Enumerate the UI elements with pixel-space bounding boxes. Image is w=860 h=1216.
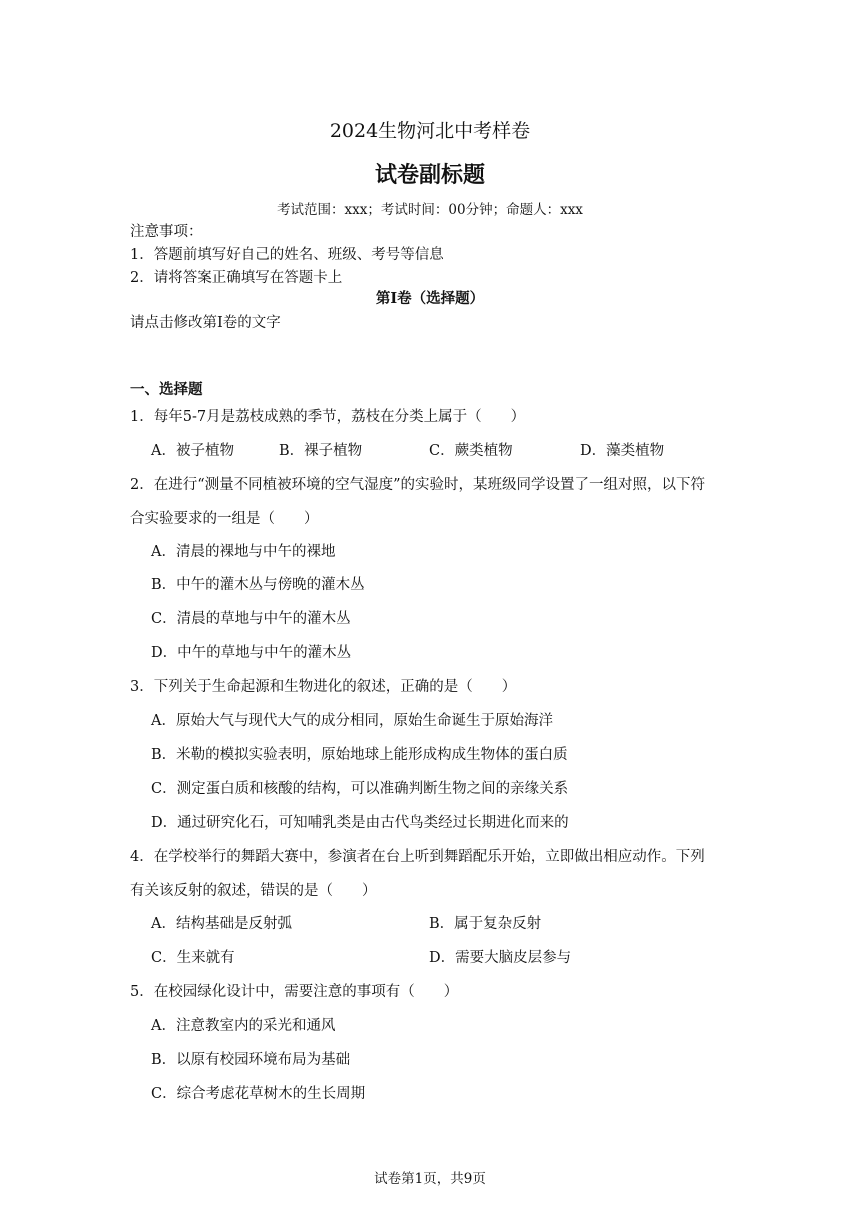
- question-3-stem: 3．下列关于生命起源和生物进化的叙述，正确的是（ ）: [130, 679, 517, 695]
- question-2-stem: 2．在进行“测量不同植被环境的空气湿度”的实验时，某班级同学设置了一组对照，以下符: [130, 477, 706, 493]
- exam-subtitle: 试卷副标题: [374, 163, 485, 188]
- question-3-option-c: C．测定蛋白质和核酸的结构，可以准确判断生物之间的亲缘关系: [151, 781, 569, 797]
- question-4-option-c: C．生来就有: [151, 950, 235, 966]
- note-item: 2．请将答案正确填写在答题卡上: [130, 270, 343, 286]
- notes-label: 注意事项：: [130, 224, 203, 240]
- page-footer: 试卷第1页，共9页: [374, 1171, 486, 1187]
- question-2-stem-cont: 合实验要求的一组是（ ）: [130, 511, 319, 527]
- exam-info: 考试范围：xxx；考试时间：00分钟；命题人：xxx: [277, 202, 583, 218]
- part1-title: 第I卷（选择题）: [375, 290, 485, 307]
- question-1-option-a: A．被子植物: [151, 443, 234, 459]
- question-3-option-d: D．通过研究化石，可知哺乳类是由古代鸟类经过长期进化而来的: [151, 815, 569, 831]
- question-3-option-a: A．原始大气与现代大气的成分相同，原始生命诞生于原始海洋: [151, 713, 553, 729]
- question-4-option-a: A．结构基础是反射弧: [151, 916, 292, 932]
- section-heading: 一、选择题: [130, 381, 203, 398]
- question-4-stem-cont: 有关该反射的叙述，错误的是（ ）: [130, 883, 377, 899]
- question-2-option-c: C．清晨的草地与中午的灌木丛: [151, 611, 351, 627]
- note-item: 1．答题前填写好自己的姓名、班级、考号等信息: [130, 247, 444, 263]
- question-5-option-b: B．以原有校园环境布局为基础: [151, 1052, 351, 1068]
- question-5-option-a: A．注意教室内的采光和通风: [151, 1018, 336, 1034]
- question-2-option-a: A．清晨的裸地与中午的裸地: [151, 544, 336, 560]
- question-4-option-b: B．属于复杂反射: [429, 916, 542, 932]
- question-3-option-b: B．米勒的模拟实验表明，原始地球上能形成构成生物体的蛋白质: [151, 747, 568, 763]
- question-4-option-d: D．需要大脑皮层参与: [429, 950, 572, 966]
- question-1-stem: 1．每年5-7月是荔枝成熟的季节，荔枝在分类上属于（ ）: [130, 409, 526, 425]
- question-5-option-c: C．综合考虑花草树木的生长周期: [151, 1086, 366, 1102]
- question-5-stem: 5．在校园绿化设计中，需要注意的事项有（ ）: [130, 984, 459, 1000]
- exam-title: 2024生物河北中考样卷: [329, 120, 531, 142]
- question-4-stem: 4．在学校举行的舞蹈大赛中，参演者在台上听到舞蹈配乐开始，立即做出相应动作。下列: [130, 849, 705, 865]
- question-2-option-b: B．中午的灌木丛与傍晚的灌木丛: [151, 577, 365, 593]
- question-1-option-d: D．藻类植物: [580, 443, 665, 459]
- part1-text: 请点击修改第I卷的文字: [130, 315, 281, 331]
- question-1-option-b: B．裸子植物: [279, 443, 363, 459]
- question-1-option-c: C．蕨类植物: [429, 443, 513, 459]
- question-2-option-d: D．中午的草地与中午的灌木丛: [151, 645, 352, 661]
